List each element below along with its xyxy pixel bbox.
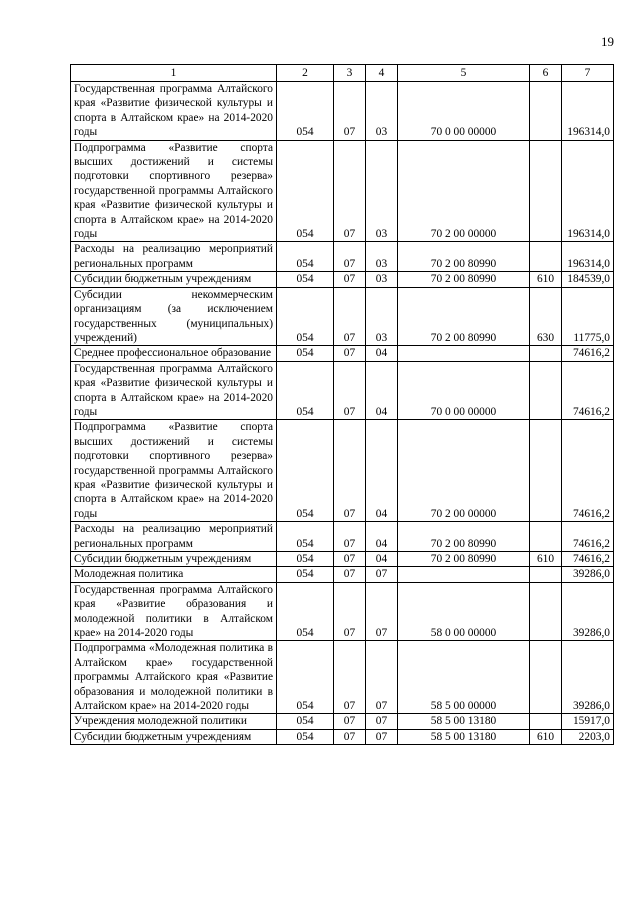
target-article-cell: 70 0 00 00000	[398, 82, 530, 141]
target-article-cell: 70 2 00 80990	[398, 287, 530, 346]
header-cell: 1	[71, 65, 277, 82]
section-cell: 07	[334, 420, 366, 522]
row-name-cell: Учреждения молодежной политики	[71, 714, 277, 729]
expense-type-cell	[530, 346, 562, 361]
table-row	[71, 272, 614, 287]
row-name-cell: Расходы на реализацию мероприятий региональных программ	[71, 242, 277, 272]
target-article-cell: 70 2 00 00000	[398, 420, 530, 522]
header-cell: 6	[530, 65, 562, 82]
section-cell: 07	[334, 522, 366, 552]
subsection-cell: 04	[366, 522, 398, 552]
row-name-cell: Субсидии бюджетным учреждениям	[71, 552, 277, 567]
section-code-cell: 054	[277, 641, 334, 714]
amount-cell: 74616,2	[562, 522, 614, 552]
table-row	[71, 522, 614, 552]
header-row	[71, 65, 614, 82]
target-article-cell: 70 2 00 80990	[398, 552, 530, 567]
table-row	[71, 140, 614, 242]
section-cell: 07	[334, 714, 366, 729]
expense-type-cell	[530, 567, 562, 582]
row-name-cell: Расходы на реализацию мероприятий региональных программ	[71, 522, 277, 552]
table-row	[71, 552, 614, 567]
section-cell: 07	[334, 567, 366, 582]
expense-type-cell	[530, 420, 562, 522]
target-article-cell	[398, 346, 530, 361]
table-row	[71, 346, 614, 361]
target-article-cell: 58 5 00 00000	[398, 641, 530, 714]
expense-type-cell	[530, 641, 562, 714]
subsection-cell: 07	[366, 641, 398, 714]
amount-cell: 196314,0	[562, 242, 614, 272]
row-name-cell: Подпрограмма «Развитие спорта высших достижений и системы подготовки спортивного резерва» государственной программы Алтайского края «Развитие физической культуры и спорта в Алтайском крае» на 2014-2020 годы	[71, 420, 277, 522]
section-cell: 07	[334, 582, 366, 641]
expense-type-cell	[530, 714, 562, 729]
target-article-cell: 58 5 00 13180	[398, 714, 530, 729]
subsection-cell: 07	[366, 729, 398, 744]
amount-cell: 184539,0	[562, 272, 614, 287]
section-cell: 07	[334, 361, 366, 420]
amount-cell: 11775,0	[562, 287, 614, 346]
page-number: 19	[601, 34, 614, 49]
header-cell: 3	[334, 65, 366, 82]
section-code-cell: 054	[277, 567, 334, 582]
table-row	[71, 729, 614, 744]
subsection-cell: 03	[366, 82, 398, 141]
table-row	[71, 641, 614, 714]
table-row	[71, 567, 614, 582]
row-name-cell: Государственная программа Алтайского края «Развитие физической культуры и спорта в Алтайском крае» на 2014-2020 годы	[71, 82, 277, 141]
target-article-cell: 70 2 00 80990	[398, 242, 530, 272]
target-article-cell: 70 0 00 00000	[398, 361, 530, 420]
header-cell: 2	[277, 65, 334, 82]
row-name-cell: Подпрограмма «Развитие спорта высших достижений и системы подготовки спортивного резерва» государственной программы Алтайского края «Развитие физической культуры и спорта в Алтайском крае» на 2014-2020 годы	[71, 140, 277, 242]
expense-type-cell	[530, 82, 562, 141]
row-name-cell: Подпрограмма «Молодежная политика в Алтайском крае» государственной программы Алтайского края «Развитие образования и молодежной политики в Алтайском крае» на 2014-2020 годы	[71, 641, 277, 714]
section-code-cell: 054	[277, 361, 334, 420]
section-code-cell: 054	[277, 82, 334, 141]
row-name-cell: Субсидии бюджетным учреждениям	[71, 272, 277, 287]
amount-cell: 39286,0	[562, 641, 614, 714]
amount-cell: 74616,2	[562, 420, 614, 522]
section-code-cell: 054	[277, 287, 334, 346]
subsection-cell: 03	[366, 272, 398, 287]
amount-cell: 15917,0	[562, 714, 614, 729]
target-article-cell: 58 0 00 00000	[398, 582, 530, 641]
expense-type-cell	[530, 242, 562, 272]
section-cell: 07	[334, 346, 366, 361]
section-cell: 07	[334, 552, 366, 567]
target-article-cell: 70 2 00 80990	[398, 522, 530, 552]
section-code-cell: 054	[277, 522, 334, 552]
subsection-cell: 07	[366, 714, 398, 729]
amount-cell: 74616,2	[562, 361, 614, 420]
section-code-cell: 054	[277, 729, 334, 744]
expense-type-cell	[530, 582, 562, 641]
header-cell: 5	[398, 65, 530, 82]
section-code-cell: 054	[277, 582, 334, 641]
row-name-cell: Молодежная политика	[71, 567, 277, 582]
target-article-cell: 70 2 00 80990	[398, 272, 530, 287]
subsection-cell: 04	[366, 552, 398, 567]
section-cell: 07	[334, 287, 366, 346]
expense-type-cell: 630	[530, 287, 562, 346]
row-name-cell: Среднее профессиональное образование	[71, 346, 277, 361]
section-code-cell: 054	[277, 552, 334, 567]
section-code-cell: 054	[277, 714, 334, 729]
table-row	[71, 82, 614, 141]
subsection-cell: 04	[366, 346, 398, 361]
table-row	[71, 582, 614, 641]
target-article-cell: 70 2 00 00000	[398, 140, 530, 242]
amount-cell: 196314,0	[562, 82, 614, 141]
section-code-cell: 054	[277, 242, 334, 272]
amount-cell: 74616,2	[562, 346, 614, 361]
table-row	[71, 287, 614, 346]
row-name-cell: Субсидии бюджетным учреждениям	[71, 729, 277, 744]
section-cell: 07	[334, 140, 366, 242]
section-cell: 07	[334, 82, 366, 141]
amount-cell: 196314,0	[562, 140, 614, 242]
section-code-cell: 054	[277, 140, 334, 242]
section-cell: 07	[334, 729, 366, 744]
expense-type-cell	[530, 361, 562, 420]
table-row	[71, 242, 614, 272]
expense-type-cell	[530, 522, 562, 552]
section-cell: 07	[334, 242, 366, 272]
subsection-cell: 03	[366, 242, 398, 272]
section-cell: 07	[334, 272, 366, 287]
amount-cell: 39286,0	[562, 582, 614, 641]
section-code-cell: 054	[277, 346, 334, 361]
amount-cell: 39286,0	[562, 567, 614, 582]
header-cell: 7	[562, 65, 614, 82]
expense-type-cell	[530, 140, 562, 242]
section-code-cell: 054	[277, 272, 334, 287]
subsection-cell: 04	[366, 420, 398, 522]
section-code-cell: 054	[277, 420, 334, 522]
expense-type-cell: 610	[530, 552, 562, 567]
expense-type-cell: 610	[530, 272, 562, 287]
amount-cell: 2203,0	[562, 729, 614, 744]
target-article-cell	[398, 567, 530, 582]
subsection-cell: 07	[366, 567, 398, 582]
subsection-cell: 03	[366, 140, 398, 242]
section-cell: 07	[334, 641, 366, 714]
subsection-cell: 04	[366, 361, 398, 420]
budget-table	[70, 64, 614, 745]
table-row	[71, 714, 614, 729]
target-article-cell: 58 5 00 13180	[398, 729, 530, 744]
table-row	[71, 420, 614, 522]
row-name-cell: Государственная программа Алтайского края «Развитие образования и молодежной политики в Алтайском крае» на 2014-2020 годы	[71, 582, 277, 641]
table-row	[71, 361, 614, 420]
amount-cell: 74616,2	[562, 552, 614, 567]
row-name-cell: Субсидии некоммерческим организациям (за исключением государственных (муниципальных) учреждений)	[71, 287, 277, 346]
expense-type-cell: 610	[530, 729, 562, 744]
subsection-cell: 07	[366, 582, 398, 641]
subsection-cell: 03	[366, 287, 398, 346]
row-name-cell: Государственная программа Алтайского края «Развитие физической культуры и спорта в Алтайском крае» на 2014-2020 годы	[71, 361, 277, 420]
header-cell: 4	[366, 65, 398, 82]
